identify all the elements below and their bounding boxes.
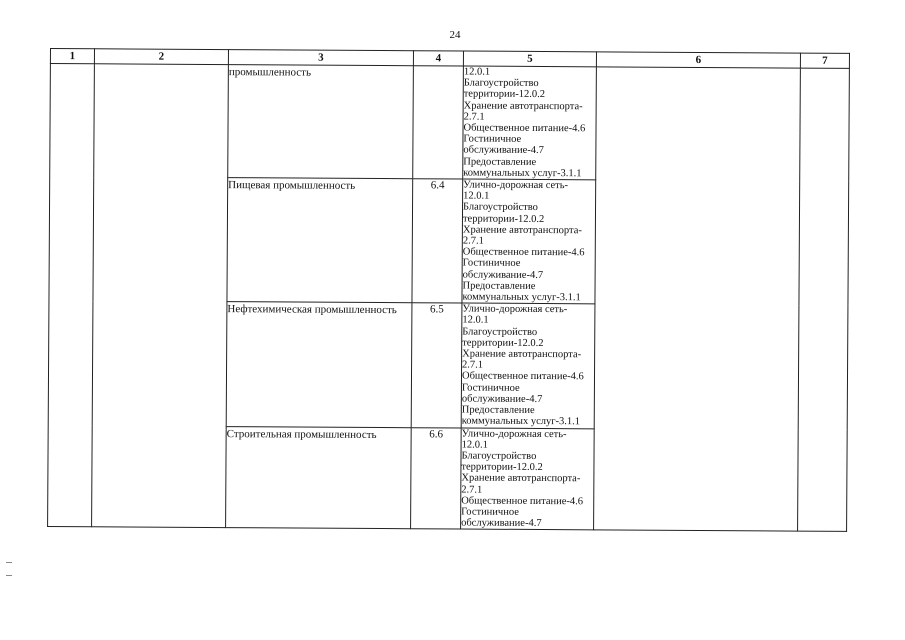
zoning-table (47, 48, 850, 532)
row-1-code (413, 66, 464, 179)
permitted-use-item: Хранение автотранспорта- (463, 100, 583, 112)
permitted-use-item: обслуживание-4.7 (463, 144, 544, 157)
permitted-use-item: Общественное питание-4.6 (463, 122, 586, 135)
row-4-name: Строительная промышленность (226, 426, 412, 529)
permitted-use-item: Улично-дорожная сеть- (462, 303, 568, 316)
permitted-use-item: Хранение автотранспорта- (461, 472, 581, 485)
permitted-use-item: территории-12.0.2 (462, 337, 544, 349)
row-1-name: промышленность (228, 65, 414, 179)
permitted-use-item: Благоустройство (463, 77, 539, 90)
permitted-use-item: 12.0.1 (461, 439, 488, 451)
permitted-use-item: 2.7.1 (462, 235, 484, 247)
permitted-use-item: Общественное питание-4.6 (462, 246, 585, 259)
permitted-use-item: 12.0.1 (462, 314, 489, 327)
col-header-4: 4 (413, 51, 463, 66)
permitted-use-item: 2.7.1 (462, 359, 484, 371)
permitted-use-item: коммунальных услуг-3.1.1 (463, 167, 582, 180)
col2-merged-cell (92, 64, 229, 528)
permitted-use-item: Общественное питание-4.6 (461, 495, 584, 507)
permitted-use-item: Улично-дорожная сеть- (463, 179, 569, 192)
row-4-code: 6.6 (411, 427, 462, 529)
permitted-use-item: Предоставление (463, 156, 537, 168)
row-3-name: Нефтехимическая промышленность (226, 302, 412, 427)
col-header-6: 6 (596, 52, 800, 68)
permitted-use-item: 2.7.1 (463, 111, 485, 123)
permitted-use-item: 12.0.1 (463, 66, 491, 78)
col-header-3: 3 (228, 50, 413, 66)
permitted-use-item: Хранение автотранспорта- (462, 348, 582, 361)
permitted-use-item: Благоустройство (463, 201, 538, 214)
permitted-use-item: Гостиничное (463, 133, 522, 146)
row-2-uses (462, 179, 596, 304)
col6-merged-cell (594, 67, 801, 532)
permitted-use-item: Предоставление (462, 280, 536, 292)
permitted-use-item: территории-12.0.2 (461, 461, 543, 474)
permitted-use-item: обслуживание-4.7 (462, 269, 544, 281)
page-number: 24 (449, 29, 461, 41)
permitted-use-item: территории-12.0.2 (462, 213, 545, 225)
permitted-use-item: коммунальных услуг-3.1.1 (461, 415, 581, 428)
row-2-name: Пищевая промышленность (227, 178, 413, 303)
scan-margin-mark (6, 562, 12, 563)
col7-merged-cell (798, 68, 850, 532)
permitted-use-item: Хранение автотранспорта- (462, 224, 582, 237)
row-3-code: 6.5 (411, 303, 462, 428)
row-2-code: 6.4 (412, 179, 463, 304)
col1-merged-cell (48, 64, 95, 528)
permitted-use-item: обслуживание-4.7 (461, 517, 542, 530)
permitted-use-item: Гостиничное (462, 257, 521, 270)
permitted-use-item: Гостиничное (461, 382, 520, 394)
col-header-1: 1 (50, 49, 94, 64)
col-header-2: 2 (94, 49, 228, 65)
permitted-use-item: Улично-дорожная сеть- (461, 428, 567, 440)
row-3-uses (461, 303, 595, 428)
permitted-use-item: Гостиничное (461, 506, 519, 518)
permitted-use-item: обслуживание-4.7 (461, 393, 543, 405)
col-header-5: 5 (463, 51, 596, 67)
permitted-use-item: 12.0.1 (463, 190, 490, 202)
permitted-use-item: Предоставление (461, 404, 535, 417)
col-header-7: 7 (800, 53, 849, 68)
permitted-use-item: 2.7.1 (461, 484, 483, 496)
permitted-use-item: Общественное питание-4.6 (461, 371, 584, 383)
scan-margin-mark (6, 575, 12, 576)
permitted-use-item: Благоустройство (462, 326, 538, 338)
permitted-use-item: территории-12.0.2 (463, 88, 546, 101)
permitted-use-item: Благоустройство (461, 450, 537, 462)
permitted-use-item: коммунальных услуг-3.1.1 (462, 291, 581, 304)
row-1-uses (463, 66, 597, 180)
row-4-uses (461, 428, 595, 531)
